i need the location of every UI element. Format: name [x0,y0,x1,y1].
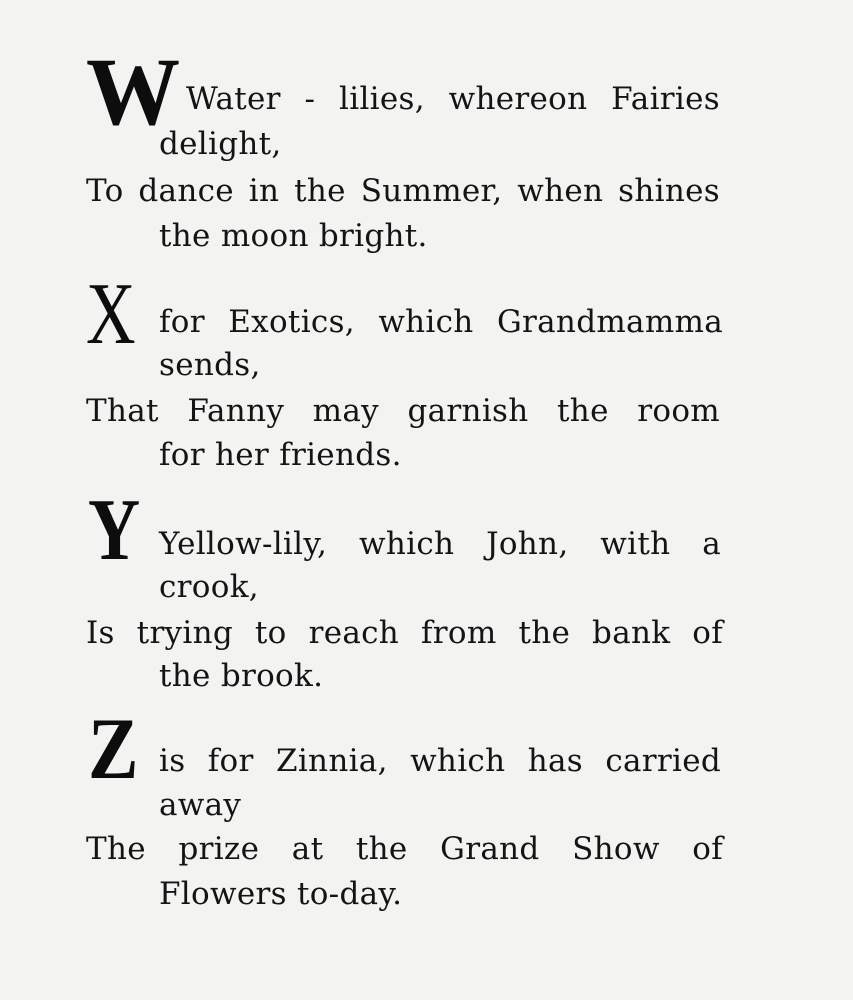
verse-line: is for Zinnia, which has carried [159,743,721,779]
verse-line: the moon bright. [159,218,428,254]
drop-cap-letter: Y [88,482,141,579]
verse-line: for Exotics, which Grandmamma [159,304,723,340]
verse-line: Is trying to reach from the bank of [86,615,723,651]
verse-line: the brook. [159,658,324,694]
verse-line: Flowers to-day. [159,876,403,912]
verse-line: sends, [159,347,261,383]
verse-line: To dance in the Summer, when shines [86,173,720,209]
verse-line: Yellow-lily, which John, with a [159,526,721,562]
verse-line: That Fanny may garnish the room [86,393,720,429]
verse-line: for her friends. [159,437,402,473]
verse-line: Water - lilies, whereon Fairies [186,81,720,117]
verse-line: away [159,787,242,823]
drop-cap-letter: W [86,38,181,145]
drop-cap-letter: Z [88,701,139,798]
verse-line: crook, [159,569,259,605]
verse-line: The prize at the Grand Show of [86,831,723,867]
verse-line: delight, [159,126,282,162]
drop-cap-letter: X [86,266,136,363]
